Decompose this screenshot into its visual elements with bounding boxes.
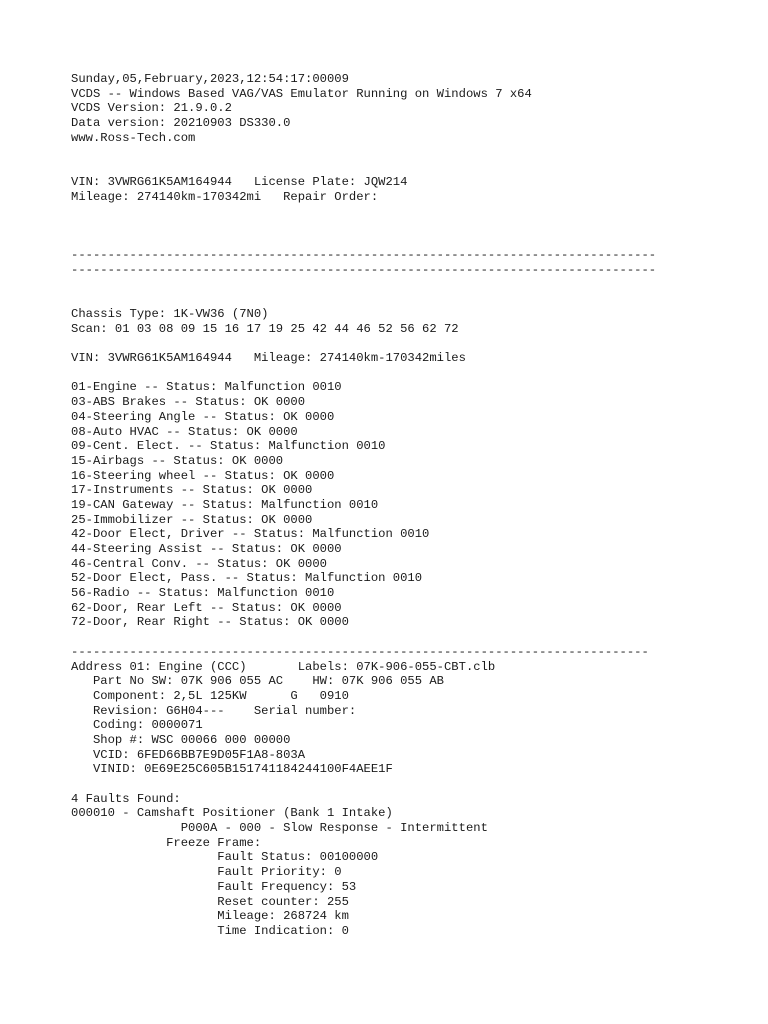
module-status-item: 15-Airbags -- Status: OK 0000: [71, 453, 284, 468]
report-timestamp: Sunday,05,February,2023,12:54:17:00009: [71, 72, 349, 86]
fault-priority: Fault Priority: 0: [71, 865, 342, 880]
fault-frequency: Fault Frequency: 53: [71, 879, 357, 894]
freeze-frame-heading: Freeze Frame:: [71, 835, 262, 850]
module-status-item: 72-Door, Rear Right -- Status: OK 0000: [71, 615, 349, 630]
faults-found-count: 4 Faults Found:: [71, 791, 181, 806]
address-component: Component: 2,5L 125KW G 0910: [71, 688, 349, 703]
fault-status: Fault Status: 00100000: [71, 850, 379, 865]
module-status-item: 16-Steering wheel -- Status: OK 0000: [71, 468, 335, 483]
address-shop: Shop #: WSC 00066 000 00000: [71, 732, 291, 747]
blank-line: [71, 777, 751, 792]
vehicle-vin-plate: VIN: 3VWRG61K5AM164944 License Plate: JQW214: [71, 174, 408, 189]
report-app-name: VCDS -- Windows Based VAG/VAS Emulator Running on Windows 7 x64: [71, 86, 532, 101]
module-status-item: 42-Door Elect, Driver -- Status: Malfunction 0010: [71, 527, 430, 542]
separator-line: --------------------------------------------------------------------------------: [71, 248, 657, 263]
chassis-type: Chassis Type: 1K-VW36 (7N0): [71, 307, 269, 321]
blank-line: [71, 160, 751, 175]
separator-line: --------------------------------------------------------------------------------: [71, 262, 657, 277]
report-vcds-version: VCDS Version: 21.9.0.2: [71, 101, 232, 116]
reset-counter: Reset counter: 255: [71, 894, 349, 909]
module-status-item: 19-CAN Gateway -- Status: Malfunction 0010: [71, 497, 379, 512]
module-status-item: 08-Auto HVAC -- Status: OK 0000: [71, 424, 298, 439]
report-data-version: Data version: 20210903 DS330.0: [71, 116, 291, 131]
blank-line: [71, 145, 751, 160]
vcds-report: [71, 72, 751, 939]
module-status-item: 56-Radio -- Status: Malfunction 0010: [71, 586, 335, 601]
address-coding: Coding: 0000071: [71, 718, 203, 733]
address-revision: Revision: G6H04--- Serial number:: [71, 703, 357, 718]
module-status-item: 17-Instruments -- Status: OK 0000: [71, 483, 313, 498]
scan-list: Scan: 01 03 08 09 15 16 17 19 25 42 44 46 52 56 62 72: [71, 321, 459, 336]
vin-mileage-line: VIN: 3VWRG61K5AM164944 Mileage: 274140km-170342miles: [71, 351, 466, 366]
fault-mileage: Mileage: 268724 km: [71, 909, 349, 924]
blank-line: [71, 219, 751, 234]
address-vinid: VINID: 0E69E25C605B151741184244100F4AEE1F: [71, 762, 393, 777]
address-part-no: Part No SW: 07K 906 055 AC HW: 07K 906 055 AB: [71, 674, 444, 689]
module-status-item: 46-Central Conv. -- Status: OK 0000: [71, 556, 327, 571]
module-status-item: 44-Steering Assist -- Status: OK 0000: [71, 542, 342, 556]
separator-line: -------------------------------------------------------------------------------: [71, 644, 649, 659]
blank-line: [71, 278, 751, 293]
address-vcid: VCID: 6FED66BB7E9D05F1A8-803A: [71, 747, 306, 762]
module-status-item: 03-ABS Brakes -- Status: OK 0000: [71, 395, 306, 410]
fault-code: 000010 - Camshaft Positioner (Bank 1 Intake): [71, 806, 393, 821]
vehicle-mileage-order: Mileage: 274140km-170342mi Repair Order:: [71, 189, 379, 204]
module-status-item: 04-Steering Angle -- Status: OK 0000: [71, 409, 335, 424]
fault-description: P000A - 000 - Slow Response - Intermittent: [71, 821, 488, 836]
blank-line: [71, 234, 751, 249]
module-status-item: 52-Door Elect, Pass. -- Status: Malfunction 0010: [71, 571, 423, 586]
blank-line: [71, 204, 751, 219]
module-status-item: 01-Engine -- Status: Malfunction 0010: [71, 380, 342, 395]
fault-list: [71, 792, 751, 939]
report-website: www.Ross-Tech.com: [71, 130, 196, 145]
module-status-item: 25-Immobilizer -- Status: OK 0000: [71, 512, 313, 527]
blank-line: [71, 366, 751, 381]
address-block: [71, 660, 751, 778]
blank-line: [71, 292, 751, 307]
module-status-item: 62-Door, Rear Left -- Status: OK 0000: [71, 600, 342, 615]
module-status-list: [71, 380, 751, 630]
blank-line: [71, 336, 751, 351]
time-indication: Time Indication: 0: [71, 923, 349, 938]
module-status-item: 09-Cent. Elect. -- Status: Malfunction 0010: [71, 439, 386, 454]
blank-line: [71, 630, 751, 645]
address-title: Address 01: Engine (CCC) Labels: 07K-906-055-CBT.clb: [71, 659, 496, 674]
